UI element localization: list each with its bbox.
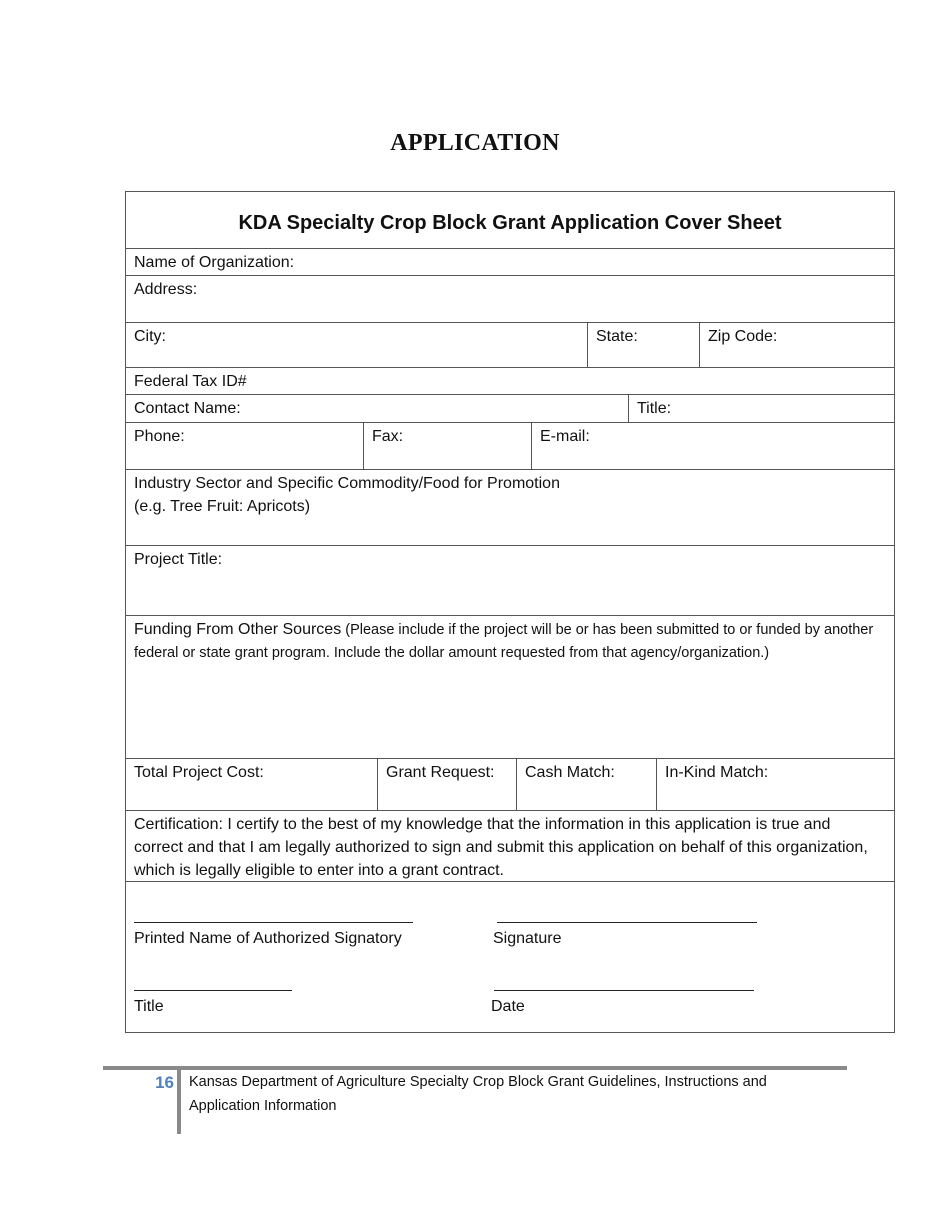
tax-id-label: Federal Tax ID# [134,373,247,390]
zip-code-label: Zip Code: [708,328,778,345]
address-label: Address: [134,281,198,298]
footer-text [189,1070,839,1118]
industry-row [126,470,894,546]
certification-text: Certification: I certify to the best of my knowledge that the information in this application is true and correct and that I am legally authorized to sign and submit this application on behalf of this organization, which is legally eligible to enter into a grant contract. [134,816,868,879]
signatory-title-label: Title [134,998,164,1015]
form-title: KDA Specialty Crop Block Grant Application Cover Sheet [238,212,782,234]
contact-row [126,395,894,423]
email-field[interactable] [531,423,894,469]
form-title-row [126,192,894,249]
printed-name-label: Printed Name of Authorized Signatory [134,930,402,947]
organization-label: Name of Organization: [134,254,295,271]
city-state-zip-row [126,323,894,368]
organization-row [126,249,894,276]
state-label: State: [596,328,638,345]
grant-request-label: Grant Request: [386,764,495,781]
total-project-cost-label: Total Project Cost: [134,764,264,781]
cost-row [126,759,894,811]
cash-match-field[interactable] [516,759,656,810]
printed-name-line[interactable] [134,922,413,923]
phone-label: Phone: [134,428,185,445]
tax-id-row [126,368,894,395]
city-field[interactable] [126,323,587,367]
city-label: City: [134,328,166,345]
funding-label: Funding From Other Sources [134,621,342,638]
cover-sheet-form [125,191,895,1033]
certification-row [126,811,894,882]
signature-section [126,882,894,1032]
industry-label: Industry Sector and Specific Commodity/Food for Promotion [134,475,560,492]
phone-fax-email-row [126,423,894,470]
inkind-match-field[interactable] [656,759,894,810]
total-project-cost-field[interactable] [126,759,377,810]
contact-title-field[interactable] [628,395,894,422]
industry-example: (e.g. Tree Fruit: Apricots) [134,498,311,515]
contact-name-label: Contact Name: [134,400,241,417]
footer-line-2: Application Information [189,1098,337,1114]
tax-id-field[interactable] [126,368,894,394]
zip-code-field[interactable] [699,323,894,367]
address-row [126,276,894,323]
footer-line-1: Kansas Department of Agriculture Specialty Crop Block Grant Guidelines, Instructions and [189,1074,767,1090]
organization-field[interactable] [126,249,894,275]
signature-line[interactable] [497,922,757,923]
phone-field[interactable] [126,423,363,469]
funding-field[interactable] [126,616,894,758]
project-title-label: Project Title: [134,551,223,568]
contact-title-label: Title: [637,400,672,417]
state-field[interactable] [587,323,699,367]
address-field[interactable] [126,276,894,322]
contact-name-field[interactable] [126,395,628,422]
date-label: Date [491,998,525,1015]
page-heading: APPLICATION [390,130,560,156]
funding-note: (Please include if the project will be or has been submitted to or funded by another federal or state grant program. Include the dollar amount requested from that agency/organization.) [134,622,874,661]
page-number: 16 [155,1073,174,1092]
cash-match-label: Cash Match: [525,764,615,781]
project-title-row [126,546,894,616]
inkind-match-label: In-Kind Match: [665,764,769,781]
grant-request-field[interactable] [377,759,516,810]
project-title-field[interactable] [126,546,894,615]
signature-label: Signature [493,930,562,947]
signatory-title-line[interactable] [134,990,292,991]
funding-row [126,616,894,759]
fax-field[interactable] [363,423,531,469]
email-label: E-mail: [540,428,590,445]
footer-bar [177,1070,181,1134]
date-line[interactable] [494,990,754,991]
fax-label: Fax: [372,428,404,445]
industry-field[interactable] [126,470,894,545]
